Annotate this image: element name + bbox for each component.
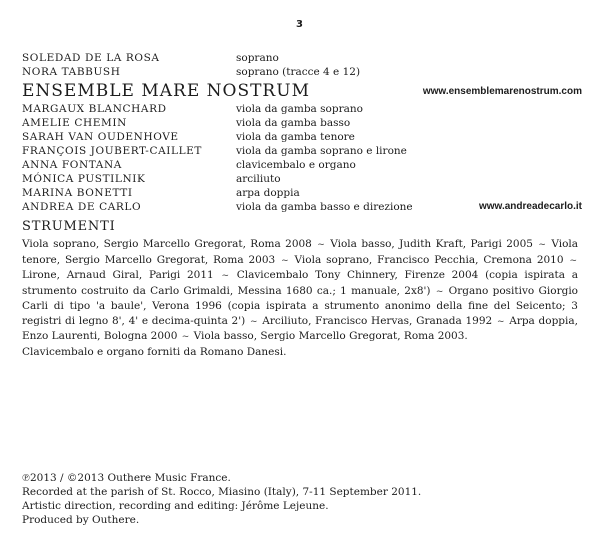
performer-row: [22, 130, 582, 144]
instrument-item: Organo positivo Giorgio Carli di tipo 'a baule', Verona 1996 (copia ispirata a strumento anonimo della fine del Seicento; 3 registri di legno 8', 4' e decima-quinta 2'): [22, 284, 579, 327]
ornament-icon: ~: [435, 286, 444, 297]
instrument-item: Viola soprano, Sergio Marcello Gregorat, Roma 2008: [22, 238, 312, 250]
ornament-icon: ~: [249, 316, 258, 327]
performer-row: [22, 51, 582, 65]
performer-role: viola da gamba soprano e lirone: [236, 145, 407, 157]
ornament-icon: ~: [181, 332, 190, 342]
instrument-item: Clavicembalo Tony Chinnery, Firenze 2004 (copia ispirata a strumento costruito da Carlo Grimaldi, Messina 1680 ca.; 1 manuale, 2x8'): [22, 269, 578, 297]
director-website-link[interactable]: www.andreadecarlo.it: [479, 201, 582, 212]
ornament-icon: ~: [317, 240, 325, 250]
performer-role: clavicembalo e organo: [236, 159, 356, 171]
performer-role: soprano (tracce 4 e 12): [236, 66, 361, 78]
instrument-item: Lirone, Arnaud Giral, Parigi 2011: [22, 269, 214, 281]
performer-roster: [22, 51, 582, 214]
ornament-icon: ~: [538, 240, 546, 250]
credits-block: [22, 471, 421, 527]
performer-role: viola da gamba soprano: [236, 103, 363, 115]
ornament-icon: ~: [281, 255, 289, 266]
performer-row: [22, 186, 582, 200]
ensemble-title: ENSEMBLE MARE NOSTRUM: [22, 81, 310, 101]
performer-role: arpa doppia: [236, 187, 300, 199]
performer-row: [22, 116, 582, 130]
performer-role: viola da gamba basso e direzione: [236, 201, 413, 213]
producer-line: Produced by Outhere.: [22, 514, 140, 526]
instrument-item: Viola basso, Judith Kraft, Parigi 2005: [330, 238, 533, 250]
performer-name: MARINA BONETTI: [22, 187, 133, 199]
instruments-note: Clavicembalo e organo forniti da Romano Danesi.: [22, 346, 287, 358]
ensemble-header: [22, 81, 582, 102]
performer-name: NORA TABBUSH: [22, 66, 121, 78]
performer-row: [22, 65, 582, 79]
performer-role: soprano: [236, 52, 279, 64]
performer-role: viola da gamba basso: [236, 117, 351, 129]
instrument-item: Viola tenore, Sergio Marcello Gregorat, Roma 2003: [22, 238, 579, 266]
recording-line: Recorded at the parish of St. Rocco, Miasino (Italy), 7-11 September 2011.: [22, 486, 422, 498]
performer-name: AMELIE CHEMIN: [22, 117, 127, 129]
performer-name: SARAH VAN OUDENHOVE: [22, 131, 179, 143]
performer-name: SOLEDAD DE LA ROSA: [22, 52, 160, 64]
ornament-icon: ~: [569, 255, 577, 266]
performer-role: viola da gamba tenore: [236, 131, 355, 143]
performer-name: MARGAUX BLANCHARD: [22, 103, 167, 115]
performer-role: arciliuto: [236, 173, 281, 185]
instrument-item: Arpa doppia, Enzo Laurenti, Bologna 2000: [22, 314, 578, 342]
performer-name: ANNA FONTANA: [22, 159, 122, 171]
ensemble-website-link[interactable]: www.ensemblemarenostrum.com: [422, 86, 582, 97]
performer-row: [22, 102, 582, 116]
instruments-list: [22, 237, 578, 345]
performer-row: [22, 172, 582, 186]
instruments-heading: STRUMENTI: [22, 219, 116, 234]
performer-row: [22, 144, 582, 158]
ornament-icon: ~: [221, 271, 229, 281]
copyright-line: ℗2013 / ©2013 Outhere Music France.: [22, 472, 231, 484]
artistic-direction-line: Artistic direction, recording and editing: Jérôme Lejeune.: [22, 500, 329, 512]
performer-name: ANDREA DE CARLO: [22, 201, 142, 213]
instrument-item: Arciliuto, Francisco Hervas, Granada 1992: [262, 314, 493, 327]
performer-name: MÓNICA PUSTILNIK: [22, 173, 146, 185]
page-number: 3: [296, 19, 303, 30]
performer-name: FRANÇOIS JOUBERT-CAILLET: [22, 145, 203, 157]
performer-row: [22, 200, 582, 214]
ornament-icon: ~: [496, 316, 505, 327]
instrument-item: Viola basso, Sergio Marcello Gregorat, Roma 2003.: [193, 330, 468, 342]
performer-row: [22, 158, 582, 172]
instrument-item: Viola soprano, Francisco Pecchia, Cremona 2010: [294, 253, 564, 266]
